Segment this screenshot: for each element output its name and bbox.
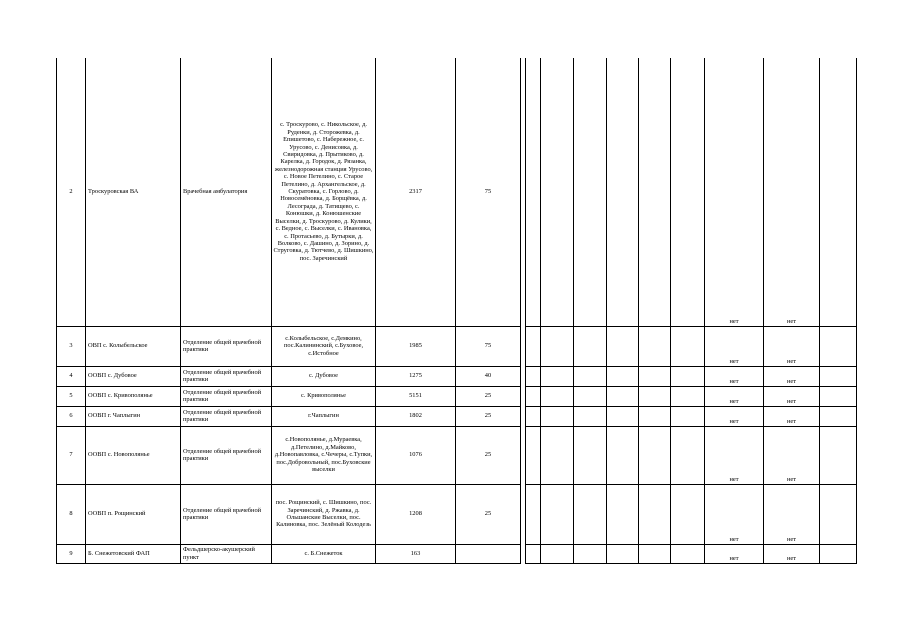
empty-cell (671, 406, 705, 426)
empty-cell (671, 326, 705, 366)
value: 25 (456, 426, 521, 484)
empty-cell (541, 406, 574, 426)
empty-cell (541, 484, 574, 544)
empty-cell (574, 544, 607, 563)
empty-cell (607, 386, 639, 406)
table-row (57, 366, 857, 386)
row-number: 4 (57, 366, 86, 386)
flag-cell-1: нет (705, 58, 764, 326)
empty-cell (671, 386, 705, 406)
empty-cell (607, 484, 639, 544)
facility-type: Отделение общей врачебной практики (181, 366, 272, 386)
flag-cell-2: нет (764, 484, 820, 544)
table-row (57, 58, 857, 326)
settlements-served: с. Дубовое (272, 366, 376, 386)
empty-cell (820, 386, 857, 406)
empty-cell (820, 58, 857, 326)
population: 1208 (376, 484, 456, 544)
facility-type: Отделение общей врачебной практики (181, 326, 272, 366)
empty-cell (639, 326, 671, 366)
table-row (57, 386, 857, 406)
empty-cell (607, 58, 639, 326)
value: 25 (456, 386, 521, 406)
population: 5151 (376, 386, 456, 406)
population: 1802 (376, 406, 456, 426)
empty-cell (671, 58, 705, 326)
settlements-served: с. Троскурово, с. Никольское, д. Руденки, д. Сторожевка, д. Епишетово, с. Набережное, с. Урусово, с. Денисовка, д. Свиридовка, д. Прытиково, д. Карелка, д. Городок, д. Рязанка, железнодорожная станция Урусово, с. Новое Петелино, с. Старое Петелино, д. Архангельское, д. Скуратовка, с. Горлово, д. Новосемёновка, д. Борщёвка, д. Лесограда, д. Татищево, с. Конюшки, д. Конюшенские Выселки, д. Троскурово, д. Кулики, с. Ведное, с. Выселки, с. Ивановка, с. Протасьево, д. Бутырки, д. Волково, с. Дашино, д. Зорино, д. Струговка, д. Тютчево, д. Шишкино, пос. Заречинский (272, 58, 376, 326)
empty-cell (526, 386, 541, 406)
empty-cell (671, 484, 705, 544)
facility-name: ООВП с. Дубовое (86, 366, 181, 386)
empty-cell (639, 544, 671, 563)
settlements-served: с. Б.Снежеток (272, 544, 376, 563)
settlements-served: с. Кривополянье (272, 386, 376, 406)
facility-type: Врачебная амбулатория (181, 58, 272, 326)
empty-cell (574, 366, 607, 386)
empty-cell (574, 58, 607, 326)
flag-cell-1: нет (705, 386, 764, 406)
empty-cell (574, 484, 607, 544)
empty-cell (541, 58, 574, 326)
row-number: 6 (57, 406, 86, 426)
value: 25 (456, 484, 521, 544)
facility-type: Отделение общей врачебной практики (181, 484, 272, 544)
row-number: 3 (57, 326, 86, 366)
settlements-served: пос. Рощинский, с. Шишкино, пос. Заречинский, д. Ржавка, д. Ольшанские Выселки, пос. Калиновка, пос. Зелёный Колодезь (272, 484, 376, 544)
empty-cell (526, 366, 541, 386)
value: 75 (456, 58, 521, 326)
flag-cell-1: нет (705, 544, 764, 563)
empty-cell (541, 544, 574, 563)
table-row (57, 544, 857, 563)
empty-cell (820, 366, 857, 386)
value (456, 544, 521, 563)
settlements-served: г.Чаплыгин (272, 406, 376, 426)
empty-cell (820, 426, 857, 484)
facility-name: ОВП с. Колыбельское (86, 326, 181, 366)
flag-cell-1: нет (705, 406, 764, 426)
population: 1076 (376, 426, 456, 484)
facility-type: Отделение общей врачебной практики (181, 406, 272, 426)
flag-cell-1: нет (705, 326, 764, 366)
empty-cell (574, 406, 607, 426)
value: 40 (456, 366, 521, 386)
facility-type: Фельдшерско-акушерский пункт (181, 544, 272, 563)
empty-cell (526, 484, 541, 544)
empty-cell (574, 426, 607, 484)
table-row (57, 406, 857, 426)
settlements-served: с.Новополянье, д.Мураевка, д.Петелино, д.Майково, д.Новопавловка, с.Чечеры, с.Тупки, пос.Добровольный, пос.Буховские выселки (272, 426, 376, 484)
empty-cell (526, 326, 541, 366)
facility-name: Б. Снежетовский ФАП (86, 544, 181, 563)
empty-cell (574, 386, 607, 406)
facility-type: Отделение общей врачебной практики (181, 426, 272, 484)
empty-cell (526, 58, 541, 326)
empty-cell (526, 426, 541, 484)
facility-name: Троскуровская ВА (86, 58, 181, 326)
empty-cell (639, 58, 671, 326)
row-number: 8 (57, 484, 86, 544)
table-row (57, 426, 857, 484)
settlements-served: с.Колыбельское, с.Демкино, пос.Калининский, с.Буховое, с.Истобное (272, 326, 376, 366)
flag-cell-2: нет (764, 386, 820, 406)
population: 1985 (376, 326, 456, 366)
table-row (57, 326, 857, 366)
flag-cell-2: нет (764, 426, 820, 484)
population: 163 (376, 544, 456, 563)
empty-cell (671, 426, 705, 484)
facility-name: ООВП с. Кривополянье (86, 386, 181, 406)
empty-cell (820, 326, 857, 366)
empty-cell (820, 484, 857, 544)
value: 75 (456, 326, 521, 366)
row-number: 5 (57, 386, 86, 406)
row-number: 9 (57, 544, 86, 563)
population: 1275 (376, 366, 456, 386)
flag-cell-2: нет (764, 58, 820, 326)
empty-cell (526, 544, 541, 563)
flag-cell-2: нет (764, 366, 820, 386)
facilities-table (56, 58, 857, 564)
empty-cell (607, 326, 639, 366)
empty-cell (671, 544, 705, 563)
table-body (57, 58, 857, 563)
population: 2317 (376, 58, 456, 326)
empty-cell (541, 426, 574, 484)
empty-cell (574, 326, 607, 366)
flag-cell-1: нет (705, 366, 764, 386)
empty-cell (607, 426, 639, 484)
facility-name: ООВП г. Чаплыгин (86, 406, 181, 426)
value: 25 (456, 406, 521, 426)
empty-cell (607, 544, 639, 563)
empty-cell (607, 366, 639, 386)
empty-cell (639, 484, 671, 544)
flag-cell-2: нет (764, 406, 820, 426)
facility-name: ООВП п. Рощинский (86, 484, 181, 544)
empty-cell (639, 386, 671, 406)
flag-cell-2: нет (764, 326, 820, 366)
row-number: 2 (57, 58, 86, 326)
flag-cell-1: нет (705, 426, 764, 484)
flag-cell-2: нет (764, 544, 820, 563)
empty-cell (639, 426, 671, 484)
flag-cell-1: нет (705, 484, 764, 544)
facility-name: ООВП с. Новополянье (86, 426, 181, 484)
empty-cell (541, 366, 574, 386)
empty-cell (671, 366, 705, 386)
empty-cell (820, 544, 857, 563)
empty-cell (639, 366, 671, 386)
empty-cell (541, 386, 574, 406)
empty-cell (541, 326, 574, 366)
empty-cell (820, 406, 857, 426)
row-number: 7 (57, 426, 86, 484)
facility-type: Отделение общей врачебной практики (181, 386, 272, 406)
empty-cell (639, 406, 671, 426)
empty-cell (607, 406, 639, 426)
empty-cell (526, 406, 541, 426)
table-row (57, 484, 857, 544)
